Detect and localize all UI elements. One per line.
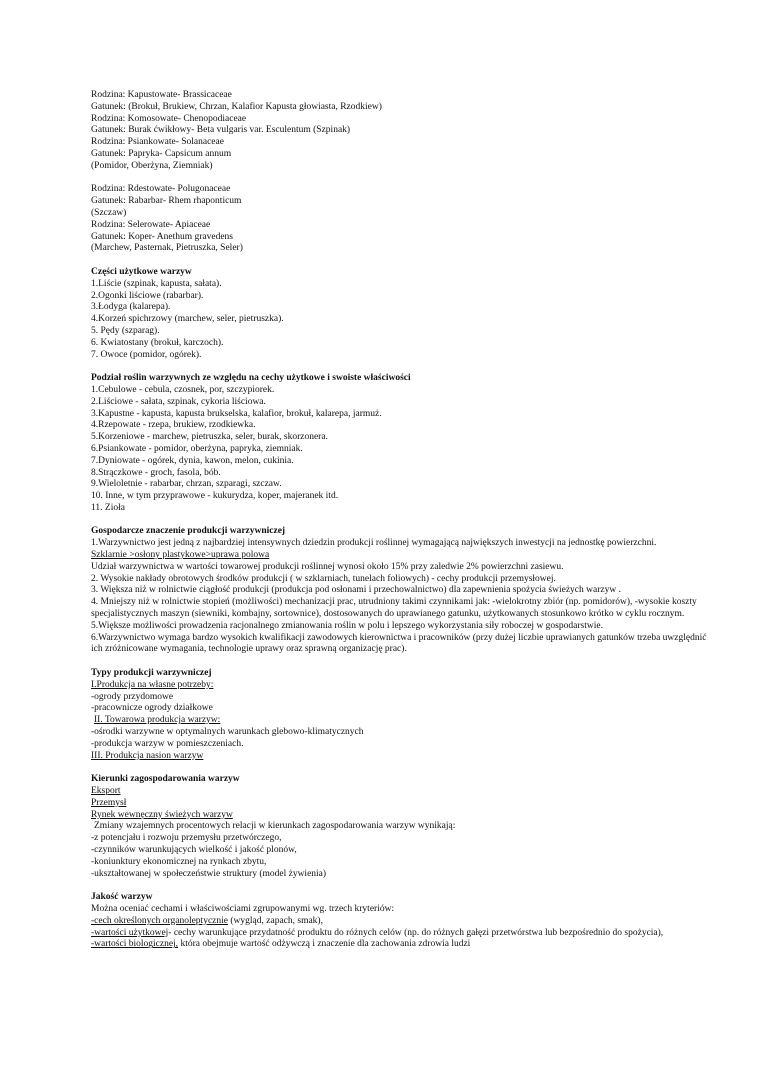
list-item: 5.Korzeniowe - marchew, pietruszka, seler, burak, skorzonera. bbox=[91, 432, 328, 443]
list-item: 1.Cebulowe - cebula, czosnek, por, szczypiorek. bbox=[91, 384, 275, 395]
list-item: 11. Zioła bbox=[91, 502, 125, 513]
species-examples: (Pomidor, Oberżyna, Ziemniak) bbox=[91, 160, 213, 171]
criterion-item bbox=[91, 939, 712, 951]
economic-section bbox=[91, 526, 712, 656]
paragraph: 3. Większa niż w rolnictwie ciągłość produkcji (produkcja pod osłonami i przechowalnictwo) dla zapewnienia spożycia świeżych warzyw . bbox=[91, 585, 621, 596]
list-item: 6. Kwiatostany (brokuł, karczoch). bbox=[91, 337, 224, 348]
family-line: Rodzina: Psiankowate- Solanaceae bbox=[91, 137, 224, 148]
underlined-item: Rynek wewnęczny świeżych warzyw bbox=[91, 809, 233, 820]
section-heading: Gospodarcze znaczenie produkcji warzywniczej bbox=[91, 526, 286, 537]
families-block-2 bbox=[91, 184, 712, 255]
list-item: -pracownicze ogrody działkowe bbox=[91, 703, 213, 714]
section-heading: Podział roślin warzywnych ze względu na cechy użytkowe i swoiste właściwości bbox=[91, 373, 411, 384]
criterion-term: -wartości użytkowej bbox=[91, 927, 169, 938]
list-item: 6.Psiankowate - pomidor, oberżyna, papryka, ziemniak. bbox=[91, 443, 303, 454]
paragraph: 2. Wysokie nakłady obrotowych środków produkcji ( w szklarniach, tunelach foliowych) - cechy produkcji przemysłowej. bbox=[91, 573, 556, 584]
species-line: Gatunek: Papryka- Capsicum annum bbox=[91, 148, 232, 159]
criterion-desc: (wygląd, zapach, smak), bbox=[228, 915, 323, 926]
paragraph: 4. Mniejszy niż w rolnictwie stopień (możliwości) mechanizacji prac, utrudniony takimi czynnikami jak: -wielokrotny zbiór (np. pomidorów), -wysokie koszty specjalistycznych maszyn (siewniki, kombajny, sortownice), dostosowanych do uprawianego gatunku, użytkowanych stosunkowo krótko w cyklu rocznym. bbox=[91, 597, 697, 620]
list-item: -koniunktury ekonomicznej na rynkach zbytu, bbox=[91, 856, 267, 867]
list-item: 1.Liście (szpinak, kapusta, sałata). bbox=[91, 278, 222, 289]
family-line: Rodzina: Rdestowate- Polugonaceae bbox=[91, 184, 231, 195]
section-heading: Typy produkcji warzywniczej bbox=[91, 668, 212, 679]
list-item: -czynników warunkujących wielkość i jakość plonów, bbox=[91, 845, 297, 855]
subheading: I.Produkcja na własne potrzeby: bbox=[91, 679, 214, 690]
criterion-term: -wartości biologicznej, bbox=[91, 939, 179, 950]
criterion-desc: - cechy warunkujące przydatność produktu do różnych celów (np. do różnych gałęzi przetwórstwa lub bezpośrednio do spożycia), bbox=[168, 927, 664, 938]
division-section bbox=[91, 373, 712, 515]
types-section bbox=[91, 668, 712, 762]
list-item: 4.Rzepowate - rzepa, brukiew, rzodkiewka. bbox=[91, 420, 256, 431]
list-item: 7. Owoce (pomidor, ogórek). bbox=[91, 349, 202, 360]
list-item: -ogrody przydomowe bbox=[91, 691, 174, 702]
criterion-term: -cech określonych organoleptycznie bbox=[91, 915, 228, 926]
list-item: 3.Kapustne - kapusta, kapusta brukselska, kalafior, brokuł, kalarepa, jarmuż. bbox=[91, 408, 382, 419]
underlined-text: Szklarnie >osłony plastykowe>uprawa polowa bbox=[91, 550, 270, 561]
list-item: -z potencjału i rozwoju przemysłu przetwórczego, bbox=[91, 833, 282, 844]
list-item: 8.Strączkowe - groch, fasola, bób. bbox=[91, 467, 221, 478]
section-heading: Jakość warzyw bbox=[91, 892, 153, 903]
family-line: Rodzina: Komosowate- Chenopodiaceae bbox=[91, 113, 247, 124]
underlined-item: Przemysł bbox=[91, 797, 127, 808]
paragraph: 6.Warzywnictwo wymaga bardzo wysokich kwalifikacji zawodowych kierownictwa i pracowników (przy dużej liczbie uprawianych gatunków trzeba uwzględnić ich zróżnicowane wymagania, technologie uprawy oraz sprawną organizację prac). bbox=[91, 632, 707, 655]
subheading: III. Produkcja nasion warzyw bbox=[91, 750, 204, 761]
section-heading: Części użytkowe warzyw bbox=[91, 266, 192, 277]
criterion-item bbox=[91, 916, 712, 928]
list-item: 4.Korzeń spichrzowy (marchew, seler, pietruszka). bbox=[91, 314, 284, 325]
section-heading: Kierunki zagospodarowania warzyw bbox=[91, 774, 240, 785]
species-line: Gatunek: Koper- Anethum gravedens bbox=[91, 231, 234, 242]
criterion-desc: która obejmuje wartość odżywczą i znaczenie dla zachowania zdrowia ludzi bbox=[178, 939, 471, 950]
paragraph: Udział warzywnictwa w wartości towarowej produkcji roślinnej wynosi około 15% przy zaledwie 2% powierzchni zasiewu. bbox=[91, 561, 564, 572]
species-line: Gatunek: (Brokuł, Brukiew, Chrzan, Kalafior Kapusta głowiasta, Rzodkiew) bbox=[91, 101, 382, 112]
list-item: -ośrodki warzywne w optymalnych warunkach glebowo-klimatycznych bbox=[91, 727, 364, 738]
criterion-item bbox=[91, 928, 712, 940]
paragraph: 5.Większe możliwości prowadzenia racjonalnego zmianowania roślin w polu i lepszego wykorzystania siły roboczej w gospodarstwie. bbox=[91, 620, 603, 631]
family-line: Rodzina: Selerowate- Apiaceae bbox=[91, 219, 211, 230]
list-item: 2.Ogonki liściowe (rabarbar). bbox=[91, 290, 204, 301]
species-examples: (Marchew, Pasternak, Pietruszka, Seler) bbox=[91, 243, 243, 254]
species-line: Gatunek: Rabarbar- Rhem rhaponticum bbox=[91, 196, 242, 207]
list-item: -produkcja warzyw w pomieszczeniach. bbox=[91, 738, 244, 749]
subheading: II. Towarowa produkcja warzyw: bbox=[94, 715, 221, 726]
species-line: Gatunek: Burak ćwikłowy- Beta vulgaris var. Esculentum (Szpinak) bbox=[91, 125, 351, 136]
family-line: Rodzina: Kapustowate- Brassicaceae bbox=[91, 90, 232, 100]
usable-parts-section bbox=[91, 267, 712, 361]
underlined-item: Eksport bbox=[91, 786, 121, 797]
list-item: -ukształtowanej w społeczeństwie struktury (model żywienia) bbox=[91, 868, 327, 879]
list-item: 7.Dyniowate - ogórek, dynia, kawon, melon, cukinia. bbox=[91, 455, 294, 466]
list-item: 3.Łodyga (kalarepa). bbox=[91, 302, 171, 313]
species-examples: (Szczaw) bbox=[91, 207, 127, 218]
directions-section bbox=[91, 774, 712, 880]
paragraph: Zmiany wzajemnych procentowych relacji w kierunkach zagospodarowania warzyw wynikają: bbox=[94, 821, 456, 832]
list-item: 2.Liściowe - sałata, szpinak, cykoria liściowa. bbox=[91, 396, 266, 407]
paragraph: 1.Warzywnictwo jest jedną z najbardziej intensywnych dziedzin produkcji roślinnej wymagającą największych inwestycji na jednostkę powierzchni. bbox=[91, 538, 657, 549]
list-item: 9.Wieloletnie - rabarbar, chrzan, szparagi, szczaw. bbox=[91, 479, 282, 490]
list-item: 5. Pędy (szparag). bbox=[91, 325, 160, 336]
list-item: 10. Inne, w tym przyprawowe - kukurydza, koper, majeranek itd. bbox=[91, 491, 339, 502]
families-block bbox=[91, 90, 712, 173]
quality-section bbox=[91, 892, 712, 951]
paragraph: Można oceniać cechami i właściwościami zgrupowanymi wg. trzech kryteriów: bbox=[91, 903, 395, 914]
